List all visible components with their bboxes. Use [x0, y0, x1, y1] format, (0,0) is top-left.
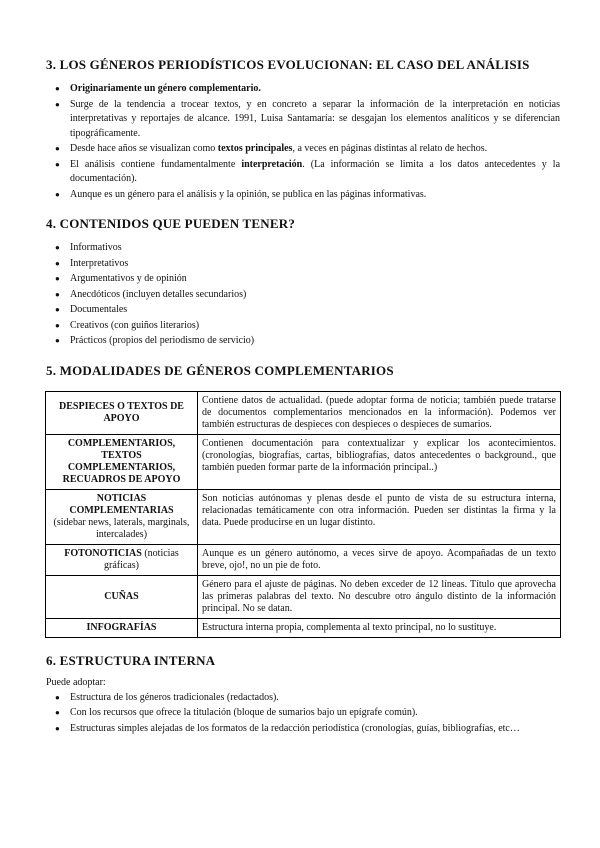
list-item [55, 319, 560, 334]
section-6-intro: Puede adoptar: [46, 676, 106, 688]
table-label-cell [46, 544, 198, 575]
table-desc-cell: Contienen documentación para contextualizar y explicar los acontecimientos. (cronologías, biografías, cartas, bibliografías, datos antecedentes o background., que también pueden formar parte de la información principal..) [198, 434, 561, 489]
bullet-icon: ● [55, 289, 60, 299]
table-row [46, 544, 561, 575]
row-label-note: (noticias gráficas) [104, 547, 179, 571]
table-desc-cell: Aunque es un género autónomo, a veces sirve de apoyo. Acompañadas de un texto breve, ojo!, no un pie de foto. [198, 544, 561, 575]
list-item [55, 303, 560, 318]
table-label-cell [46, 391, 198, 434]
list-item [55, 706, 560, 721]
table-desc-cell: Contiene datos de actualidad. (puede adoptar forma de noticia; también puede tratarse de documentos complementarios mencionados en la información). Podemos ver también estructuras de despieces con despieces o despieces de sumarios. [198, 391, 561, 434]
table-label-cell [46, 434, 198, 489]
list-item-text: Argumentativos y de opinión [70, 273, 187, 284]
bullet-icon: ● [55, 243, 60, 252]
list-item-text: Aunque es un género para el análisis y la opinión, se publica en las páginas informativas. [70, 188, 427, 200]
list-item-text: Prácticos (propios del periodismo de servicio) [70, 335, 255, 346]
list-item-text: Informativos [70, 242, 122, 253]
table-label-cell [46, 489, 198, 544]
bullet-icon: ● [55, 336, 60, 345]
list-item [55, 691, 560, 706]
modalidades-table [45, 391, 561, 638]
list-item-text: Anecdóticos (incluyen detalles secundarios) [70, 288, 247, 300]
list-item-text: El análisis contiene fundamentalmente [70, 158, 242, 170]
list-item-text: Desde hace años se visualizan como [70, 143, 218, 154]
row-label: COMPLEMENTARIOS, TEXTOS COMPLEMENTARIOS, RECUADROS DE APOYO [62, 437, 181, 485]
row-label-note: (sidebar news, laterals, marginals, intercalades) [53, 516, 190, 540]
table-label-cell [46, 618, 198, 637]
section-5-heading: 5. MODALIDADES DE GÉNEROS COMPLEMENTARIOS [46, 362, 394, 378]
list-item-text: . (La información se limita a los datos antecedentes y la documentación). [70, 158, 561, 184]
list-item-text: , a veces en páginas distintas al relato de hechos. [292, 143, 488, 154]
bullet-icon: ● [55, 159, 60, 169]
list-item [55, 257, 560, 272]
bullet-icon: ● [55, 84, 60, 93]
list-item-text: Con los recursos que ofrece la titulación (bloque de sumarios bajo un epígrafe común). [70, 707, 418, 718]
row-label: FOTONOTICIAS [64, 547, 142, 559]
list-item [55, 334, 560, 349]
section-3-heading: 3. LOS GÉNEROS PERIODÍSTICOS EVOLUCIONAN: EL CASO DEL ANÁLISIS [46, 57, 530, 72]
table-desc-cell: Son noticias autónomas y plenas desde el punto de vista de su estructura interna, relacionadas temáticamente con otra información. Pueden ser distintas la firma y la data. Puede producirse en un lugar distinto. [198, 489, 561, 544]
row-label: NOTICIAS COMPLEMENTARIAS [69, 492, 174, 516]
bullet-icon: ● [55, 144, 60, 153]
table-row [46, 489, 561, 544]
list-item [55, 158, 561, 187]
list-item [55, 272, 560, 287]
list-item-text: Creativos (con guiños literarios) [70, 319, 200, 331]
bullet-icon: ● [55, 274, 60, 283]
table-row [46, 391, 561, 434]
bullet-icon: ● [55, 723, 60, 733]
bullet-icon: ● [55, 708, 60, 717]
bullet-icon: ● [55, 305, 60, 314]
table-label-cell [46, 575, 198, 618]
row-label: DESPIECES O TEXTOS DE APOYO [59, 400, 184, 424]
bullet-icon: ● [55, 258, 60, 268]
list-item [55, 82, 560, 97]
list-item-bold: Originariamente un género complementario. [70, 83, 261, 94]
list-item [55, 98, 560, 142]
table-row [46, 575, 561, 618]
table-desc-cell: Género para el ajuste de páginas. No deben exceder de 12 líneas. Título que aprovecha las primeras palabras del texto. No descubre otro ángulo distinto de la información principal. No se datan. [198, 575, 561, 618]
section-6-heading: 6. ESTRUCTURA INTERNA [46, 652, 216, 668]
bullet-icon: ● [55, 189, 60, 199]
row-label: CUÑAS [104, 590, 139, 602]
bullet-icon: ● [55, 320, 60, 330]
table-desc-cell: Estructura interna propia, complementa al texto principal, no lo sustituye. [198, 618, 561, 637]
list-item-text: Documentales [70, 304, 128, 315]
section-6-list [46, 691, 560, 737]
section-4-list [46, 241, 560, 349]
section-4-heading: 4. CONTENIDOS QUE PUEDEN TENER? [46, 216, 296, 231]
list-item-bold: textos principales [217, 143, 293, 154]
section-3-list [46, 82, 560, 202]
table-row [46, 434, 561, 489]
bullet-icon: ● [55, 692, 60, 702]
list-item-text: Interpretativos [70, 257, 129, 269]
bullet-icon: ● [55, 99, 60, 109]
list-item [55, 188, 560, 203]
list-item-text: Surge de la tendencia a trocear textos, y en concreto a separar la información de la interpretación en noticias interpretativas y reportajes de alcance. 1991, Luisa Santamaría: se desgajan los elementos analíticos y se diferencian tipográficamente. [70, 98, 560, 139]
list-item [55, 722, 560, 737]
list-item [55, 142, 560, 157]
table-row [46, 618, 561, 637]
list-item-text: Estructura de los géneros tradicionales (redactados). [70, 691, 279, 703]
list-item-text: Estructuras simples alejadas de los formatos de la redacción periodística (cronologías, guías, bibliografías, etc… [70, 722, 520, 734]
list-item-bold: interpretación [241, 158, 303, 170]
list-item [55, 288, 560, 303]
list-item [55, 241, 560, 256]
row-label: INFOGRAFÍAS [86, 621, 157, 633]
